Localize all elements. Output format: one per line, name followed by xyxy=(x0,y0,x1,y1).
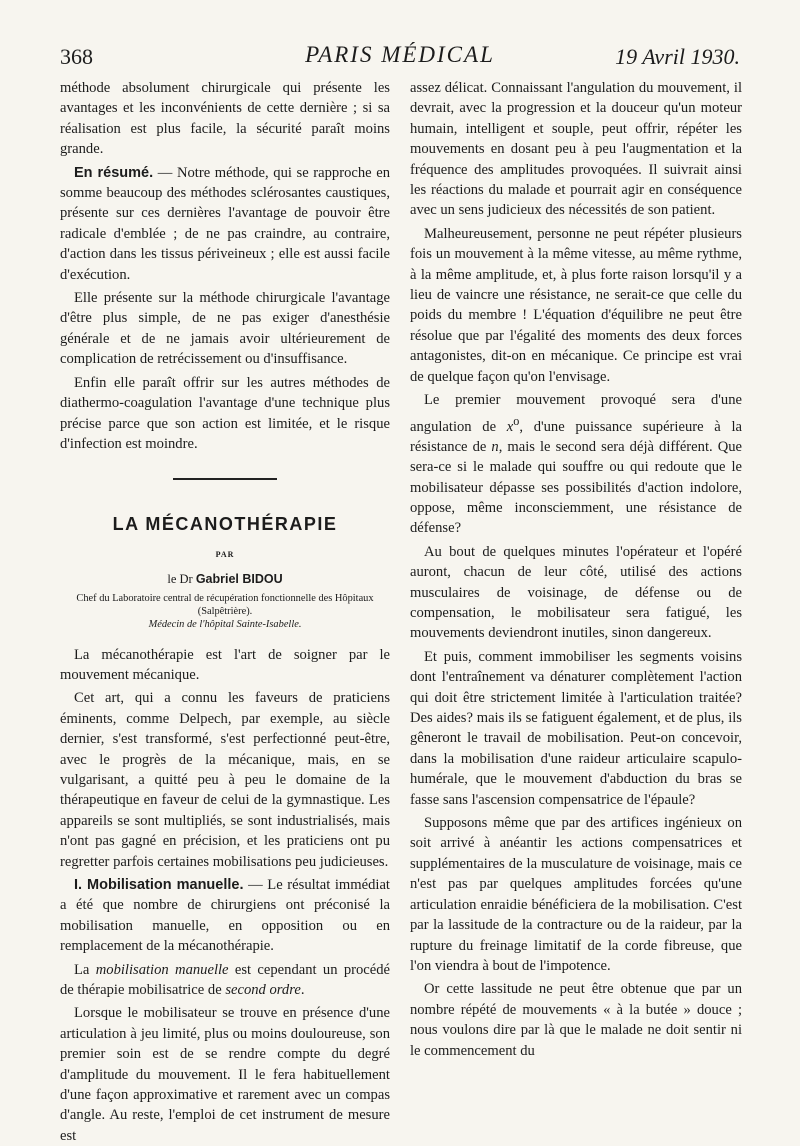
paragraph: Enfin elle paraît offrir sur les autres méthodes de diathermo-coagulation l'avantage d'une technique plus précise parce que son action est limitée, et le risque d'infection est moindre. xyxy=(60,374,390,452)
degree-mark: o xyxy=(513,413,520,428)
paragraph-text: — Notre méthode, qui se rapproche en somme beaucoup des méthodes sclérosantes caustiques, présente sur ces dernières l'avantage de pouvoir être radicale d'emblée ; de ne pas craindre, au contraire, d'action dans les tissus périveineux ; elle est aussi facile d'exécution. xyxy=(60,164,391,283)
paragraph: Elle présente sur la méthode chirurgicale l'avantage d'être plus simple, de ne pas exiger d'anesthésie générale et de ne jamais avoir ultérieurement de complication de retrécissement ou d'insuffisance. xyxy=(60,290,390,368)
paragraph: assez délicat. Connaissant l'angulation du mouvement, il devrait, avec la progression et la douceur qu'un moteur humain, intelligent et souple, peut offrir, répéter les mouvements en dosant peu à peu l'augmentation et la fréquence des amplitudes provoquées. Il suivrait ainsi les réactions du malade et pourrait agir en conséquence avec un sens judicieux des nécessités de son patient. xyxy=(410,80,742,219)
math-variable: n xyxy=(491,438,499,455)
paragraph xyxy=(60,960,390,1001)
journal-title: PARIS MÉDICAL xyxy=(305,42,495,67)
paragraph xyxy=(410,390,742,539)
paragraph xyxy=(60,163,390,285)
run-in-heading: En résumé. xyxy=(74,164,154,181)
paragraph-text: — Le résultat immédiat a été que nombre de chirurgiens ont préconisé la mobilisation manuelle, en opposition ou en remplacement de la mécanothérapie. xyxy=(60,877,390,955)
text-run: , d'une puissance supérieure à la résistance de xyxy=(410,418,742,455)
paragraph: Et puis, comment immobiliser les segments voisins dont l'entraînement va dénaturer complètement l'action qui doit être strictement limitée à l'articulation traitée? Des aides? mais ils se fatiguent également, et de plus, ils gêneront le travail de mobilisation. Peut-on concevoir, dans la mobilisation d'une raideur articulaire scapulo-humérale, que le mouvement d'abduction du bras se fasse sans l'ascension compensatrice de l'épaule? xyxy=(410,648,742,808)
paragraph: méthode absolument chirurgicale qui présente les avantages et les inconvénients de cette dernière ; si sa réalisation est plus facile, la sécurité paraît moins grande. xyxy=(60,80,390,158)
text-run: . xyxy=(300,982,305,999)
text-run: La xyxy=(74,961,96,978)
paragraph: La mécanothérapie est l'art de soigner par le mouvement mécanique. xyxy=(60,646,390,683)
text-run: Le premier mouvement provoqué sera d'une angulation de xyxy=(410,392,742,435)
emphasis: second ordre xyxy=(225,982,301,999)
affiliation-line: Chef du Laboratoire central de récupération fonctionnelle des Hôpitaux (Salpêtrière). xyxy=(76,592,374,617)
article-title: LA MÉCANOTHÉRAPIE xyxy=(112,514,338,535)
emphasis: mobilisation manuelle xyxy=(95,961,229,978)
math-variable: x xyxy=(506,418,514,435)
paragraph: Au bout de quelques minutes l'opérateur et l'opéré auront, chacun de leur côté, utilisé des actions musculaires de voisinage, de défense ou de compensation, le mobilisateur sera fatigué, les mouvements deviendront inutiles, sinon dangereux. xyxy=(410,543,742,642)
paragraph xyxy=(60,875,390,957)
author xyxy=(60,569,390,589)
paragraph: Malheureusement, personne ne peut répéter plusieurs fois un mouvement à la même vitesse, au même rythme, à la même amplitude, et, à plus forte raison lorsqu'il y a lieu de vaincre une résistance, ne serait-ce que celle du poids du membre ! L'équation d'équilibre ne peut être résolue que par l'égalité des moments des deux forces antagonistes, dit-on en mécanique. Ce principe est vrai de quelque façon qu'on l'envisage. xyxy=(410,225,742,385)
paragraph: Supposons même que par des artifices ingénieux on soit arrivé à anéantir les actions compensatrices et supplémentaires de la musculature de voisinage, mais ce n'est pas par quelques amplitudes forcées qu'une articulation enraidie bénéficiera de la mobilisation. C'est par la lassitude de la contracture ou de la raideur, par la rupture du freinage limitatif de la corde fibreuse, que l'on viendra à bout de l'impotence. xyxy=(410,815,742,974)
author-prefix: le Dr xyxy=(167,572,196,587)
section-divider xyxy=(173,478,277,480)
issue-date: 19 Avril 1930. xyxy=(615,44,740,69)
author-name: Gabriel BIDOU xyxy=(195,572,283,587)
affiliation-line: Médecin de l'hôpital Sainte-Isabelle. xyxy=(148,618,302,630)
paragraph: Lorsque le mobilisateur se trouve en présence d'une articulation à jeu limité, plus ou moins douloureuse, son premier soin est de se rendre compte du degré d'amplitude du mouvement. Il le fera habituellement d'une façon approximative et rarement avec un compas d'angle. Au reste, l'emploi de cet instrument de mesure est xyxy=(60,1005,390,1144)
byline-par: PAR xyxy=(215,549,235,559)
text-run: est cependant un procédé de thérapie mobilisatrice de xyxy=(60,961,391,999)
run-in-heading: I. Mobilisation manuelle. xyxy=(74,877,244,893)
page-number: 368 xyxy=(60,44,93,69)
left-column xyxy=(60,78,390,1146)
running-header xyxy=(60,40,740,76)
author-affiliation xyxy=(60,592,390,631)
paragraph: Cet art, qui a connu les faveurs de praticiens éminents, comme Delpech, par exemple, au siècle dernier, s'est transformé, s'est perfectionné peut-être, avec le progrès de la mécanique, mais, en se vulgarisant, a quitté peu à peu le domaine de la thérapeutique en faveur de celui de la gymnastique. Les appareils se sont multipliés, se sont industrialisés, mais n'ont pas gagné en précision, et les praticiens ont pu regretter parfois certaines mobilisations peu judicieuses. xyxy=(60,690,390,870)
paragraph: Or cette lassitude ne peut être obtenue que par un nombre répété de mouvements « à la butée » douce ; nous voulons dire par là que le malade ne doit sentir ni le commencement du xyxy=(410,981,742,1059)
right-column xyxy=(410,78,742,1061)
text-run: , mais le second sera déjà différent. Que sera-ce si le malade qui souffre ou qui redoute que le mobilisateur dépasse ses possibilités d'action indolore, oppose, même inconsciemment, une résistance de défense? xyxy=(410,438,743,537)
